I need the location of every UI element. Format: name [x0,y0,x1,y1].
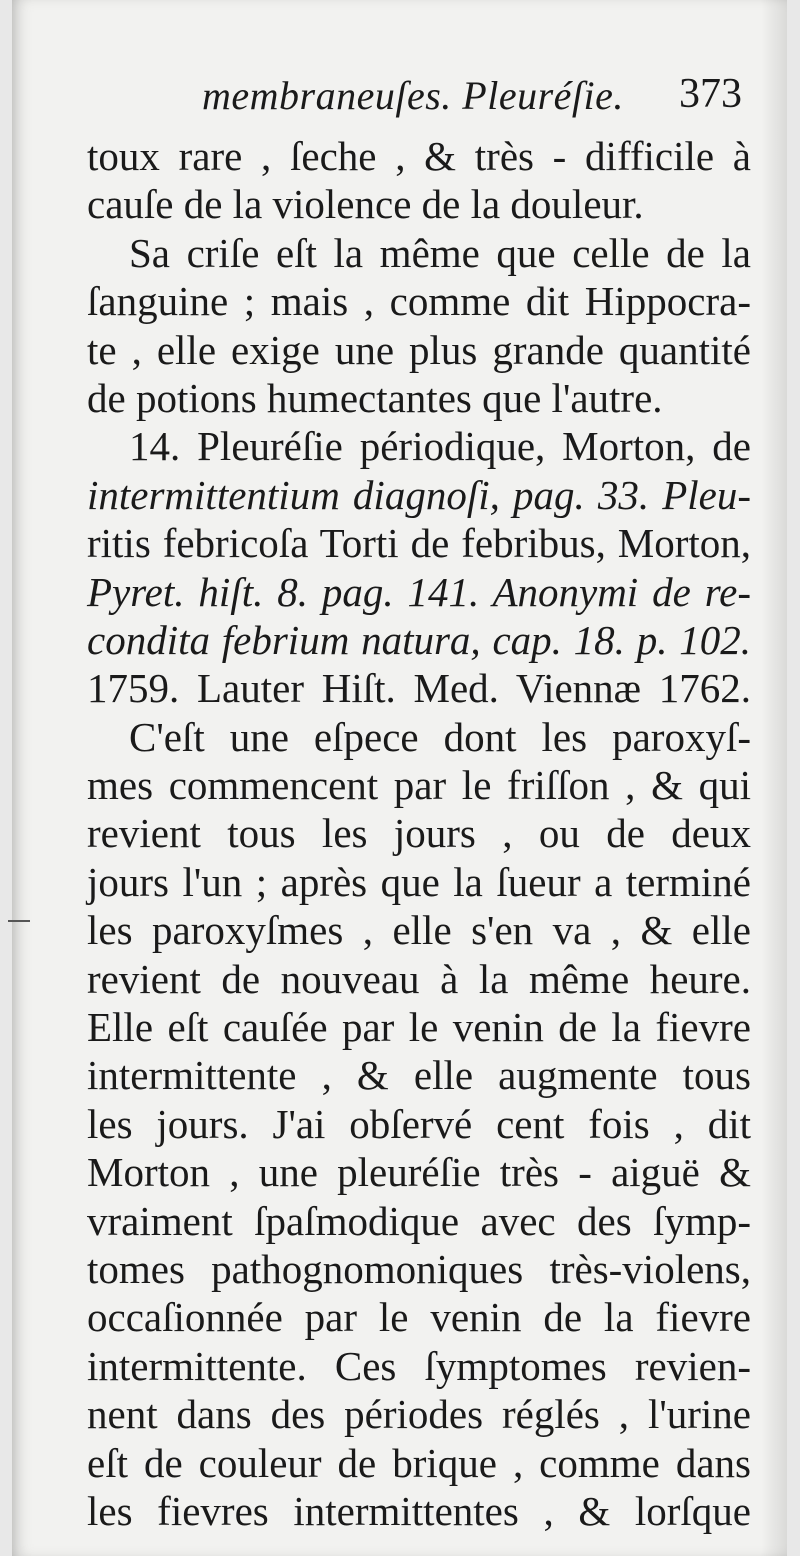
text-line: revient de nouveau à la même heure. [87,955,751,1002]
text-line: vraiment ſpaſmodique avec des ſymp- [87,1197,751,1244]
text-line: nent dans des périodes réglés , l'urine [87,1391,751,1438]
text-line: mes commencent par le friſſon , & qui [87,762,751,809]
text-line: 1759. Lauter Hiſt. Med. Viennæ 1762. [87,665,751,712]
text-line: cauſe de la violence de la douleur. [87,181,644,228]
text-line: intermittentium diagnoſi, pag. 33. Pleu- [87,471,751,518]
text-line: les fievres intermittentes , & lorſque [87,1487,751,1534]
text-line: occaſionnée par le venin de la fievre [87,1294,751,1341]
text-line: intermittente. Ces ſymptomes revien- [87,1342,751,1389]
text-line: Morton , une pleuréſie très - aiguë & [87,1149,751,1196]
page-number: 373 [679,71,742,117]
margin-tick [8,920,30,922]
text-line: jours l'un ; après que la ſueur a terminé [87,858,751,905]
text-line: 14. Pleuréſie périodique, Morton, de [129,423,751,470]
text-line: condita febrium natura, cap. 18. p. 102. [87,616,751,663]
text-line: les paroxyſmes , elle s'en va , & elle [87,907,751,954]
text-line: eſt de couleur de brique , comme dans [87,1439,751,1486]
page-header [202,72,762,122]
text-line: te , elle exige une plus grande quantité [87,326,751,373]
running-title: membraneuſes. Pleuréſie. [202,73,624,118]
text-line: Sa criſe eſt la même que celle de la [129,229,751,276]
text-line: revient tous les jours , ou de deux [87,810,751,857]
text-line: Pyret. hiſt. 8. pag. 141. Anonymi de re- [87,568,751,615]
text-line: Elle eſt cauſée par le venin de la fievre [87,1004,751,1051]
text-line: C'eſt une eſpece dont les paroxyſ- [129,713,751,760]
text-line: ſanguine ; mais , comme dit Hippocra- [87,278,751,325]
text-line: toux rare , ſeche , & très - difficile à [87,133,751,179]
page-body-text [87,132,751,1535]
book-page [12,0,787,1556]
text-line: tomes pathognomoniques très-violens, [87,1245,751,1292]
text-line: ritis febricoſa Torti de febribus, Morton, [87,520,751,567]
text-line: intermittente , & elle augmente tous [87,1052,751,1099]
text-line: les jours. J'ai obſervé cent fois , dit [87,1100,751,1147]
text-line: de potions humectantes que l'autre. [87,374,663,421]
